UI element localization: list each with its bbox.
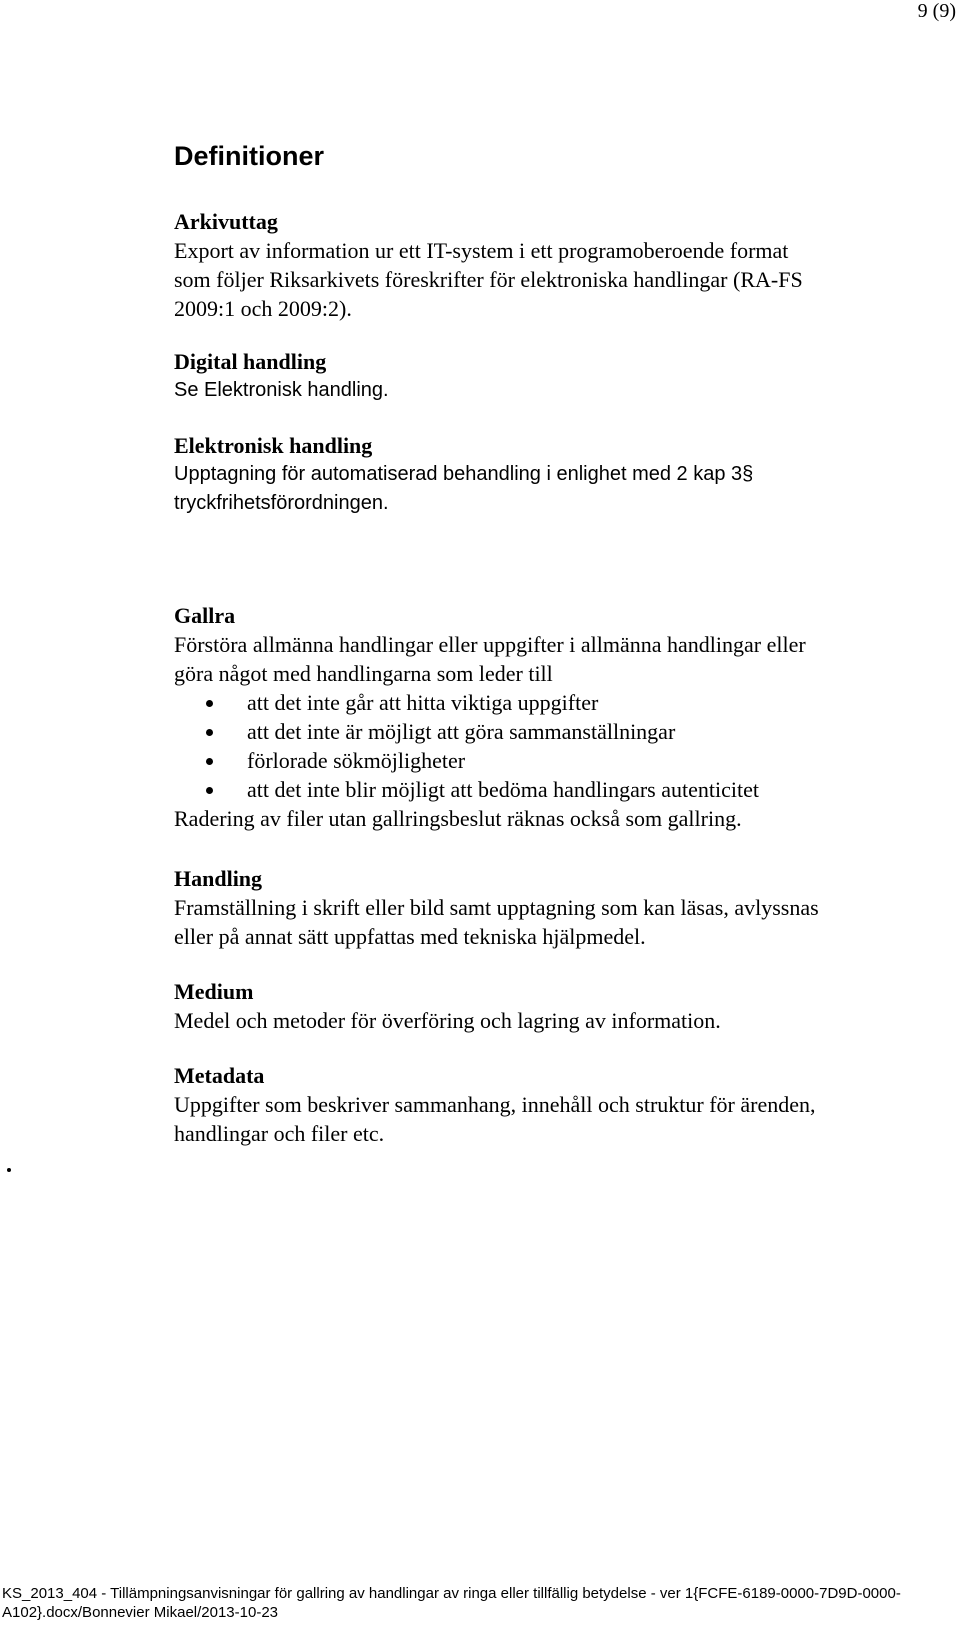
term-heading: Digital handling [174,349,327,374]
footer [2,1584,952,1622]
list-item-text: att det inte är möjligt att göra sammanställningar [247,719,676,744]
term-heading: Gallra [174,603,236,628]
list-item-text: att det inte blir möjligt att bedöma handlingars autenticitet [247,777,759,802]
definition-line: Uppgifter som beskriver sammanhang, innehåll och struktur för ärenden, [174,1092,816,1117]
term-heading: Arkivuttag [174,209,278,234]
definition-line: som följer Riksarkivets föreskrifter för elektroniska handlingar (RA-FS [174,267,803,292]
definition-line: Förstöra allmänna handlingar eller uppgifter i allmänna handlingar eller [174,632,806,657]
definition-line: handlingar och filer etc. [174,1121,385,1146]
term-heading: Elektronisk handling [174,433,373,458]
definition-line: Upptagning för automatiserad behandling i enlighet med 2 kap 3§ [174,463,754,485]
term-heading: Medium [174,979,254,1004]
bullet-icon [206,729,213,736]
footer-line: KS_2013_404 - Tillämpningsanvisningar för gallring av handlingar av ringa eller tillfällig betydelse - ver 1{FCFE-6189-0000-7D9D-0000- [2,1585,901,1602]
bullet-icon [206,758,213,765]
list-item [174,688,914,717]
definition-handling [174,864,914,951]
definition-elektronisk-handling [174,431,914,518]
definition-line: Medel och metoder för överföring och lagring av information. [174,1008,721,1033]
bullet-icon [206,787,213,794]
definition-line: tryckfrihetsförordningen. [174,492,389,514]
definition-arkivuttag [174,207,914,323]
stray-mark [7,1168,11,1172]
definition-line: göra något med handlingarna som leder till [174,661,553,686]
definition-medium [174,977,914,1035]
page-title: Definitioner [174,141,325,171]
definition-line: Radering av filer utan gallringsbeslut räknas också som gallring. [174,806,742,831]
definition-line: Se Elektronisk handling. [174,379,389,401]
definition-line: Export av information ur ett IT-system i ett programoberoende format [174,238,789,263]
page-number: 9 (9) [917,0,956,22]
list-item-text: förlorade sökmöjligheter [247,748,466,773]
definition-line: 2009:1 och 2009:2). [174,296,352,321]
list-item [174,746,914,775]
definition-line: Framställning i skrift eller bild samt upptagning som kan läsas, avlyssnas [174,895,819,920]
definition-metadata [174,1061,914,1148]
definition-digital-handling [174,347,914,405]
list-item [174,717,914,746]
term-heading: Metadata [174,1063,265,1088]
footer-line: A102}.docx/Bonnevier Mikael/2013-10-23 [2,1604,279,1621]
definition-gallra [174,601,914,833]
list-item-text: att det inte går att hitta viktiga uppgifter [247,690,599,715]
term-heading: Handling [174,866,263,891]
list-item [174,775,914,804]
definition-line: eller på annat sätt uppfattas med tekniska hjälpmedel. [174,924,646,949]
bullet-list [174,688,914,804]
bullet-icon [206,700,213,707]
